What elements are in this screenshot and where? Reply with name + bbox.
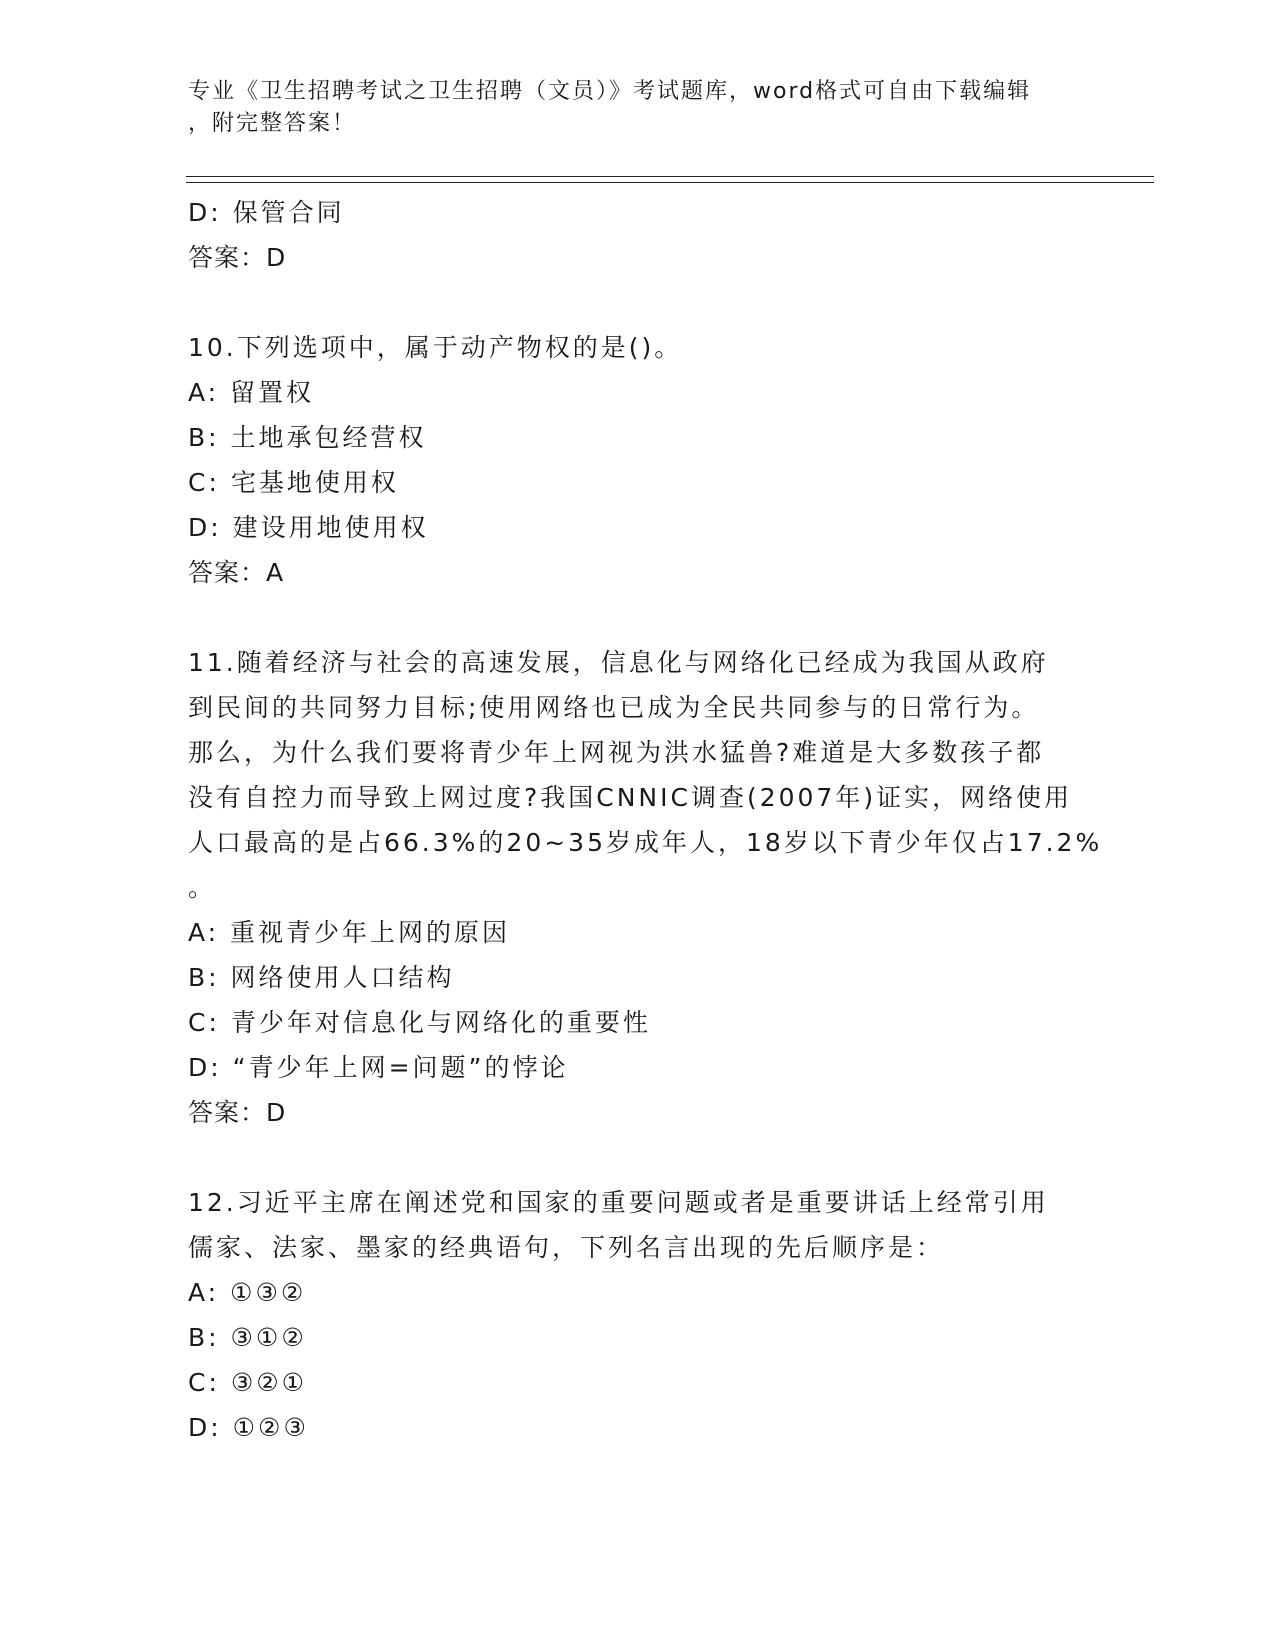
question-11-stem-line-5: 人口最高的是占66.3%的20~35岁成年人，18岁以下青少年仅占17.2% <box>188 828 1103 857</box>
question-11-stem-line-4: 没有自控力而导致上网过度?我国CNNIC调查(2007年)证实，网络使用 <box>188 783 1073 812</box>
question-11-stem-line-6: 。 <box>188 873 217 902</box>
question-12 <box>188 1180 1088 1450</box>
header-divider-bottom <box>186 182 1154 183</box>
question-10-option-d: D: 建设用地使用权 <box>188 513 429 542</box>
question-10 <box>188 325 1088 595</box>
question-11-stem-line-3: 那么，为什么我们要将青少年上网视为洪水猛兽?难道是大多数孩子都 <box>188 738 1045 767</box>
question-10-option-c: C: 宅基地使用权 <box>188 468 399 497</box>
question-11-option-b: B: 网络使用人口结构 <box>188 963 455 992</box>
question-11-option-c: C: 青少年对信息化与网络化的重要性 <box>188 1008 651 1037</box>
question-12-stem-line-1: 12.习近平主席在阐述党和国家的重要问题或者是重要讲话上经常引用 <box>188 1188 1049 1217</box>
question-12-option-a: A: ①③② <box>188 1278 307 1307</box>
question-11-stem-line-1: 11.随着经济与社会的高速发展，信息化与网络化已经成为我国从政府 <box>188 648 1049 677</box>
document-header <box>188 76 1088 140</box>
question-10-option-a: A: 留置权 <box>188 378 315 407</box>
question-11 <box>188 640 1103 1135</box>
question-12-option-b: B: ③①② <box>188 1323 307 1352</box>
question-10-option-b: B: 土地承包经营权 <box>188 423 427 452</box>
document-body <box>188 190 1103 1450</box>
question-10-stem: 10.下列选项中，属于动产物权的是()。 <box>188 333 683 362</box>
question-12-option-c: C: ③②① <box>188 1368 308 1397</box>
question-11-option-a: A: 重视青少年上网的原因 <box>188 918 511 947</box>
header-line-1: 专业《卫生招聘考试之卫生招聘（文员）》考试题库，word格式可自由下载编辑 <box>188 79 1032 104</box>
question-12-stem-line-2: 儒家、法家、墨家的经典语句，下列名言出现的先后顺序是： <box>188 1233 945 1262</box>
question-11-stem-line-2: 到民间的共同努力目标;使用网络也已成为全民共同参与的日常行为。 <box>188 693 1040 722</box>
prev-option-d: D: 保管合同 <box>188 198 345 227</box>
header-divider-top <box>186 176 1154 177</box>
question-11-answer: 答案：D <box>188 1098 287 1127</box>
question-11-option-d: D: “青少年上网=问题”的悖论 <box>188 1053 569 1082</box>
question-12-option-d: D: ①②③ <box>188 1413 309 1442</box>
question-10-answer: 答案：A <box>188 558 285 587</box>
prev-answer: 答案：D <box>188 243 287 272</box>
header-line-2: ，附完整答案！ <box>188 111 357 136</box>
